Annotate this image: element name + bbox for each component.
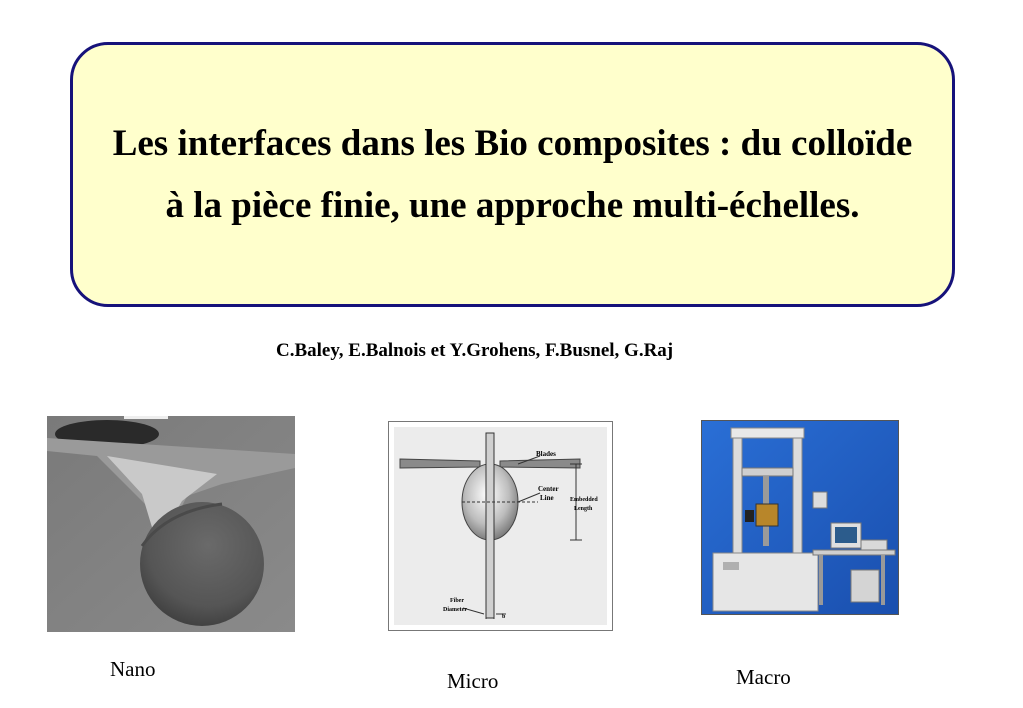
microbond-test-schematic (388, 421, 613, 631)
nano-image (47, 416, 295, 632)
center-line-label-1: Center (538, 485, 559, 493)
macro-caption: Macro (736, 665, 791, 689)
embedded-length-label-2: Length (574, 506, 593, 512)
blades-label: Blades (536, 450, 556, 458)
micro-caption: Micro (447, 669, 499, 693)
title-box (70, 42, 955, 307)
authors-line: C.Baley, E.Balnois et Y.Grohens, F.Busnel, G.Raj (276, 340, 674, 361)
afm-colloid-probe-image (47, 416, 295, 632)
micro-diagram (388, 421, 613, 631)
embedded-length-label-1: Embedded (570, 497, 598, 503)
tensile-testing-machine-photo (701, 420, 899, 615)
b-label: b (502, 614, 506, 620)
fiber-diameter-label-1: Fiber (450, 598, 464, 604)
slide-title: Les interfaces dans les Bio composites : du colloïde à la pièce finie, une approche multi-échelles. (112, 122, 913, 226)
nano-caption: Nano (110, 657, 156, 681)
fiber-diameter-label-2: Diameter (443, 607, 467, 613)
macro-image (701, 420, 899, 615)
center-line-label-2: Line (540, 494, 554, 502)
